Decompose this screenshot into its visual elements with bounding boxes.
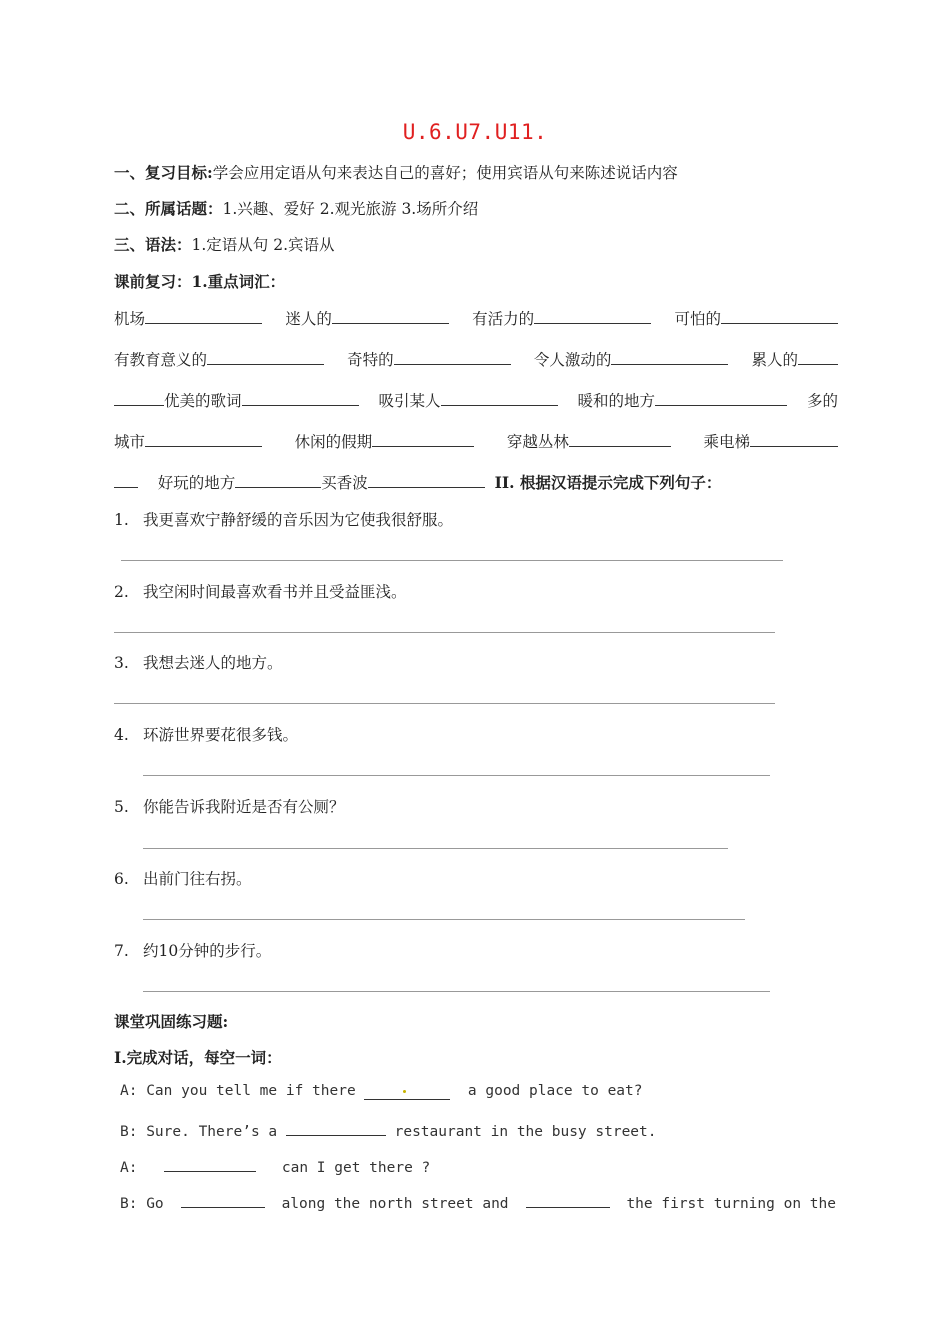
vocab-header: 课前复习：1.重点词汇：: [114, 272, 286, 291]
vocab-item: 迷人的: [285, 307, 449, 329]
vocab-blank[interactable]: [114, 389, 164, 406]
topics-label: 二、所属话题：: [114, 199, 223, 218]
dialog-line: A: can I get there ?: [120, 1155, 430, 1176]
dialog-blank[interactable]: [526, 1191, 610, 1208]
answer-line[interactable]: [121, 560, 783, 561]
sentence-item: 7. 约10分钟的步行。: [114, 942, 272, 960]
vocab-blank[interactable]: [721, 307, 838, 324]
answer-line[interactable]: [143, 919, 745, 920]
sentence-item: 3. 我想去迷人的地方。: [114, 654, 283, 672]
dialog-line: B: Sure. There’s a restaurant in the busy street.: [120, 1119, 657, 1140]
vocab-blank[interactable]: [372, 430, 474, 447]
vocab-item: 令人激动的: [534, 348, 729, 370]
vocab-item: 吸引某人: [378, 389, 557, 411]
vocab-blank[interactable]: [114, 471, 138, 488]
answer-line[interactable]: [143, 848, 728, 849]
objectives-text: 学会应用定语从句来表达自己的喜好；使用宾语从句来陈述说话内容: [212, 164, 678, 182]
answer-line[interactable]: [143, 991, 770, 992]
dialog-line: A: Can you tell me if there a good place to eat?: [120, 1083, 643, 1099]
vocab-item: 奇特的: [347, 348, 511, 370]
vocab-item: 好玩的地方: [157, 474, 236, 492]
vocab-item: 休闲的假期: [295, 430, 475, 452]
dialog-blank[interactable]: [164, 1155, 256, 1172]
answer-line[interactable]: [143, 775, 770, 776]
objectives-label: 一、复习目标:: [114, 163, 213, 182]
grammar-line: [114, 234, 335, 256]
objectives-line: [114, 162, 678, 184]
vocab-item: 累人的: [751, 348, 838, 370]
vocab-blank[interactable]: [394, 348, 511, 365]
vocab-item: 可怕的: [674, 307, 838, 329]
vocab-blank[interactable]: [798, 348, 838, 365]
vocab-row: [114, 307, 838, 329]
vocab-item: 多的: [806, 392, 838, 410]
vocab-blank[interactable]: [332, 307, 449, 324]
page-title: U.6.U7.U11.: [402, 120, 548, 144]
vocab-blank[interactable]: [611, 348, 728, 365]
vocab-blank[interactable]: [441, 389, 558, 406]
topics-text: 1.兴趣、爱好 2.观光旅游 3.场所介绍: [222, 200, 479, 218]
vocab-blank[interactable]: [569, 430, 671, 447]
sentence-item: 1. 我更喜欢宁静舒缓的音乐因为它使我很舒服。: [114, 511, 454, 529]
vocab-blank[interactable]: [207, 348, 324, 365]
vocab-item: 穿越丛林: [507, 430, 671, 452]
vocab-blank[interactable]: [235, 471, 321, 488]
vocab-blank[interactable]: [534, 307, 651, 324]
topics-line: [114, 198, 478, 220]
vocab-row: [114, 389, 838, 411]
section2-header: II. 根据汉语提示完成下列句子：: [494, 473, 722, 492]
dialog-blank[interactable]: [286, 1119, 386, 1136]
grammar-label: 三、语法：: [114, 235, 192, 254]
sentence-item: 2. 我空闲时间最喜欢看书并且受益匪浅。: [114, 583, 407, 601]
vocab-blank[interactable]: [145, 307, 262, 324]
vocab-item: 乘电梯: [703, 430, 838, 452]
answer-line[interactable]: [114, 632, 775, 633]
vocab-item: 暖和的地方: [577, 389, 787, 411]
vocab-item: 优美的歌词: [114, 389, 359, 411]
dialog-header: I.完成对话，每空一词：: [114, 1048, 282, 1067]
vocab-blank[interactable]: [750, 430, 838, 447]
vocab-blank[interactable]: [145, 430, 262, 447]
sentence-item: 4. 环游世界要花很多钱。: [114, 726, 299, 744]
dialog-blank[interactable]: [364, 1083, 450, 1100]
vocab-item: 买香波: [321, 474, 368, 492]
vocab-blank[interactable]: [242, 389, 359, 406]
vocab-row: [114, 348, 838, 370]
sentence-item: 5. 你能告诉我附近是否有公厕？: [114, 798, 345, 816]
vocab-item: 有教育意义的: [114, 348, 324, 370]
vocab-item: 城市: [114, 430, 262, 452]
vocab-item: 有活力的: [472, 307, 651, 329]
grammar-text: 1.定语从句 2.宾语从: [191, 236, 335, 254]
sentence-item: 6. 出前门往右拐。: [114, 870, 252, 888]
practice-header: 课堂巩固练习题:: [114, 1012, 229, 1031]
vocab-row: [114, 430, 838, 452]
vocab-blank[interactable]: [655, 389, 787, 406]
answer-line[interactable]: [114, 703, 775, 704]
dialog-line: B: Go along the north street and the first turning on the: [120, 1191, 836, 1212]
vocab-blank[interactable]: [368, 471, 485, 488]
vocab-row: [114, 471, 721, 494]
vocab-item: 机场: [114, 307, 262, 329]
dialog-blank[interactable]: [181, 1191, 265, 1208]
